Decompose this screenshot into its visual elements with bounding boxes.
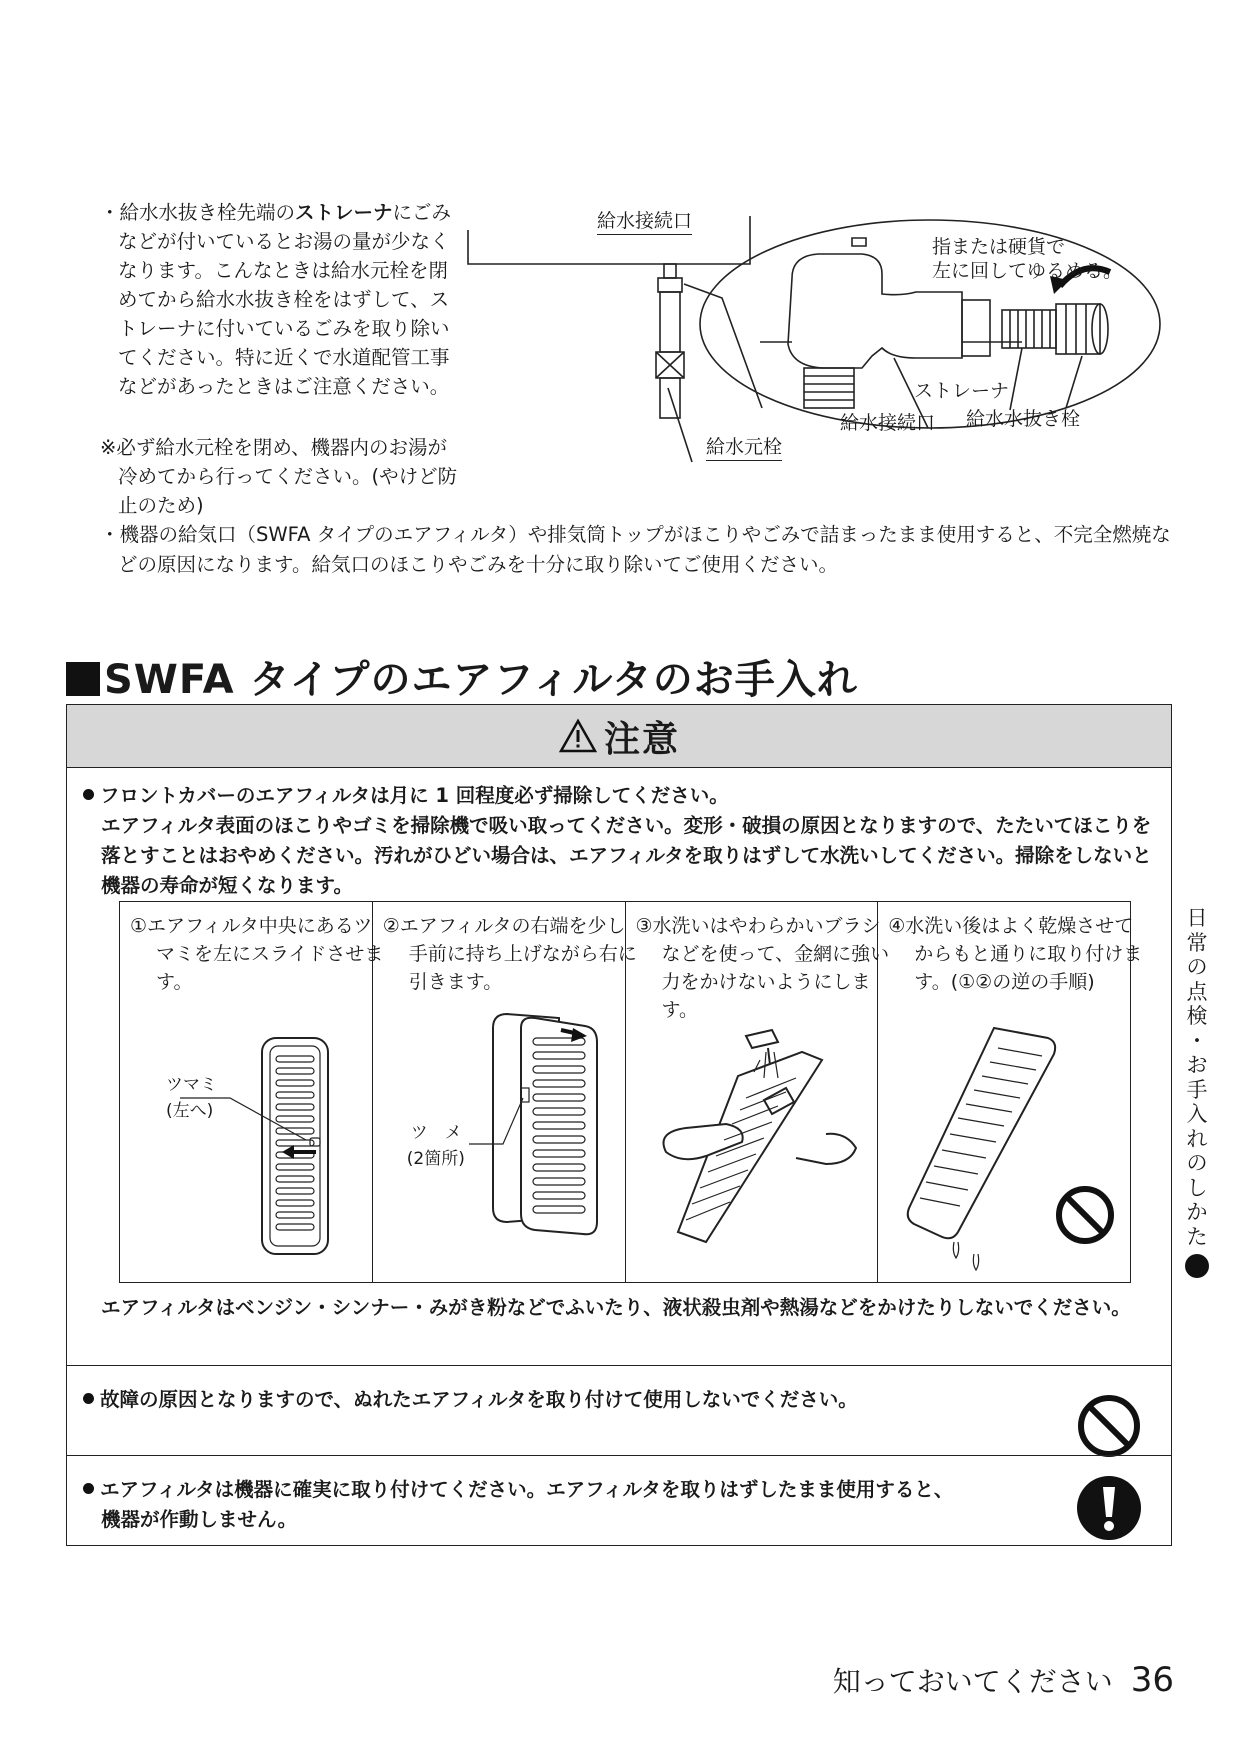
chemical-warning: エアフィルタはベンジン・シンナー・みがき粉などでふいたり、液状殺虫剤や熱湯などをかけたりしないでください。 — [101, 1296, 1131, 1319]
strainer-bold: ストレーナ — [295, 201, 393, 224]
bullet-icon — [83, 789, 94, 800]
prohibited-icon — [1076, 1393, 1142, 1459]
label-finger-2: 左に回してゆるめる。 — [932, 260, 1123, 282]
page-footer — [833, 1660, 1174, 1700]
warning-triangle-icon — [558, 718, 598, 754]
strainer-diagram — [462, 208, 1162, 478]
label-claw: ツ メ — [410, 1123, 462, 1143]
cleaning-steps — [119, 901, 1143, 1283]
label-inlet-top: 給水接続口 — [597, 210, 692, 235]
chapter-dot-icon — [1184, 1253, 1210, 1279]
step-4: ④水洗い後はよく乾燥させてからもと通りに取り付けます。(①②の逆の手順) — [878, 902, 1130, 1282]
footer-label: 知っておいてください — [832, 1665, 1113, 1698]
bullet-icon — [83, 1393, 94, 1404]
intake-note: ・機器の給気口（SWFA タイプのエアフィルタ）や排気筒トップがほこりやごみで詰まったまま使用すると、不完全燃焼などの原因になります。給気口のほこりやごみを十分に取り除いてご使用ください。 — [100, 523, 1171, 576]
filter-slide-illustration — [120, 902, 373, 1282]
label-strainer: ストレーナ — [914, 380, 1010, 402]
section-title: SWFA タイプのエアフィルタのお手入れ — [66, 648, 858, 705]
page-number: 36 — [1130, 1660, 1174, 1700]
label-finger-1: 指または硬貨で — [932, 236, 1066, 258]
row-divider — [67, 1455, 1171, 1456]
install-filter-warning: エアフィルタは機器に確実に取り付けてください。エアフィルタを取りはずしたまま使用すると、 機器が作動しません。 — [83, 1475, 1043, 1535]
hot-water-caution: ※必ず給水元栓を閉め、機器内のお湯が冷めてから行ってください。(やけど防止のため) — [100, 436, 458, 517]
wet-filter-warning: 故障の原因となりますので、ぬれたエアフィルタを取り付けて使用しないでください。 — [83, 1385, 1043, 1415]
label-drain-plug: 給水水抜き栓 — [966, 408, 1081, 430]
exclamation-icon — [1076, 1475, 1142, 1541]
caution-para1: フロントカバーのエアフィルタは月に 1 回程度必ず掃除してください。 エアフィルタ表面のほこりやゴミを掃除機で吸い取ってください。変形・破損の原因となりますので、たたいてほこりを落とすことはおやめください。汚れがひどい場合は、エアフィルタを取りはずして水洗いしてください。掃除をしないと機器の寿命が短くなります。 — [83, 781, 1163, 901]
label-knob: ツマミ — [166, 1075, 217, 1095]
prohibited-icon — [1054, 1184, 1116, 1246]
caution-header: 注意 — [67, 705, 1171, 768]
row-divider — [67, 1365, 1171, 1366]
filter-washing-illustration — [626, 902, 879, 1282]
step-2: ②エアフィルタの右端を少し手前に持ち上げながら右に引きます。 ツ メ (2箇所) — [373, 902, 626, 1282]
label-claw-count: (2箇所) — [406, 1149, 465, 1169]
label-inlet: 給水接続口 — [840, 412, 936, 434]
step-1: ①エアフィルタ中央にあるツマミを左にスライドさせます。 ツマミ (左へ) — [120, 902, 373, 1282]
step-3: ③水洗いはやわらかいブラシなどを使って、金網に強い力をかけないようにします。 — [626, 902, 879, 1282]
square-bullet-icon — [66, 662, 100, 696]
side-tab: 日 常 の 点 検 ・ お 手 入 れ の し か た — [1178, 906, 1216, 1285]
strainer-note: ・給水水抜き栓先端のストレーナにごみなどが付いているとお湯の量が少なくなります。こんなときは給水元栓を閉めてから給水水抜き栓をはずして、ストレーナに付いているごみを取り除いてください。特に近くで水道配管工事などがあったときはご注意ください。 — [100, 201, 452, 398]
bullet-icon — [83, 1483, 94, 1494]
label-main-valve: 給水元栓 — [706, 436, 782, 461]
caution-box — [66, 704, 1172, 1546]
label-knob-direction: (左へ) — [166, 1101, 214, 1121]
filter-pull-illustration — [373, 902, 626, 1282]
